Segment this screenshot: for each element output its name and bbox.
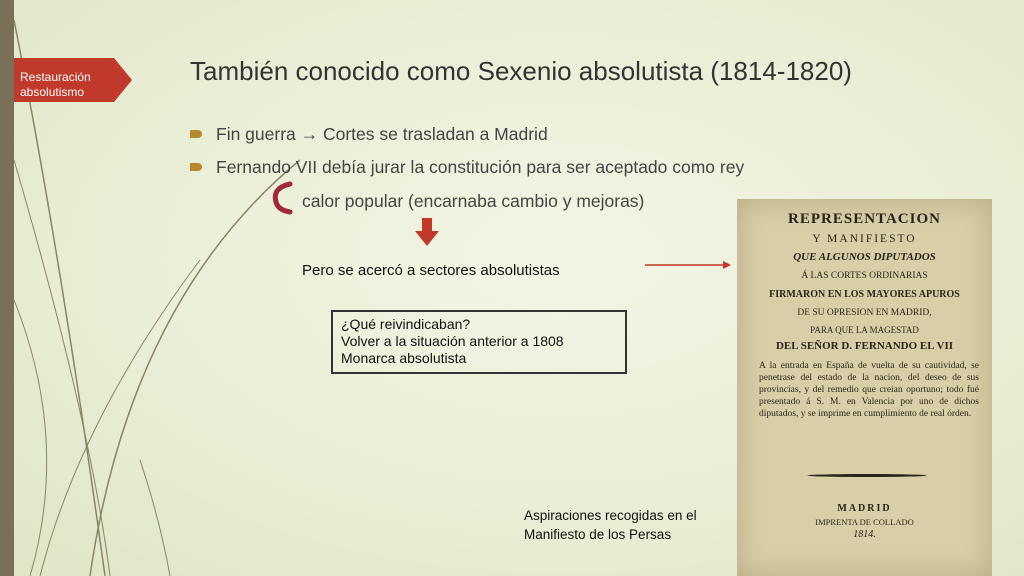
doc-line: PARA QUE LA MAGESTAD: [810, 325, 919, 335]
slide-title: También conocido como Sexenio absolutista (1814-1820): [190, 56, 852, 86]
question-box: [331, 310, 627, 374]
caption-line: Aspiraciones recogidas en el: [524, 508, 697, 523]
doc-printer: IMPRENTA DE COLLADO: [815, 517, 914, 527]
section-tag-line1: Restauración: [20, 70, 91, 84]
image-caption: [524, 506, 697, 544]
bullet-item: [190, 124, 548, 145]
doc-line: FIRMARON EN LOS MAYORES APUROS: [769, 289, 960, 300]
down-arrow-icon: [415, 218, 439, 246]
doc-title: REPRESENTACION: [788, 211, 941, 227]
answer-line: Volver a la situación anterior a 1808: [341, 333, 564, 349]
bullet-marker-icon: [190, 130, 202, 138]
manifesto-document-image: [737, 199, 992, 576]
sub-point-text: calor popular (encarnaba cambio y mejoras): [302, 191, 645, 211]
caption-line: Manifiesto de los Persas: [524, 527, 672, 542]
answer-line: Monarca absolutista: [341, 350, 467, 366]
doc-paragraph: A la entrada en España de vuelta de su cautividad, se penetrase del estado de la nacion, del deseo de sus provincias, y del remedio que creian oportuno; todo fué presentado á S. M. en Valencia por uno de dichos diputados, y se imprime en cumplimiento de real órden.: [759, 361, 979, 419]
doc-line: DE SU OPRESION EN MADRID,: [797, 308, 932, 318]
doc-line: QUE ALGUNOS DIPUTADOS: [793, 251, 936, 263]
section-tag: [14, 58, 132, 102]
bullet-text: Fernando VII debía jurar la constitución para ser aceptado como rey: [216, 157, 745, 177]
bullet-text: Fin guerra → Cortes se trasladan a Madrid: [216, 124, 548, 144]
doc-line: Á LAS CORTES ORDINARIAS: [801, 271, 928, 281]
doc-city: MADRID: [837, 503, 892, 514]
absolutist-sectors-text: Pero se acercó a sectores absolutistas: [302, 262, 560, 279]
question-line: ¿Qué reivindicaban?: [341, 316, 471, 332]
bullet-item: [190, 157, 744, 178]
doc-year: 1814.: [853, 529, 876, 540]
doc-line: DEL SEÑOR D. FERNANDO EL VII: [775, 340, 954, 352]
bullet-marker-icon: [190, 163, 202, 171]
section-tag-line2: absolutismo: [20, 85, 85, 99]
doc-line: Y MANIFIESTO: [812, 233, 917, 245]
right-arrow-icon: [645, 258, 731, 272]
curved-arrow-icon: [268, 180, 298, 216]
doc-rule: [807, 474, 927, 477]
